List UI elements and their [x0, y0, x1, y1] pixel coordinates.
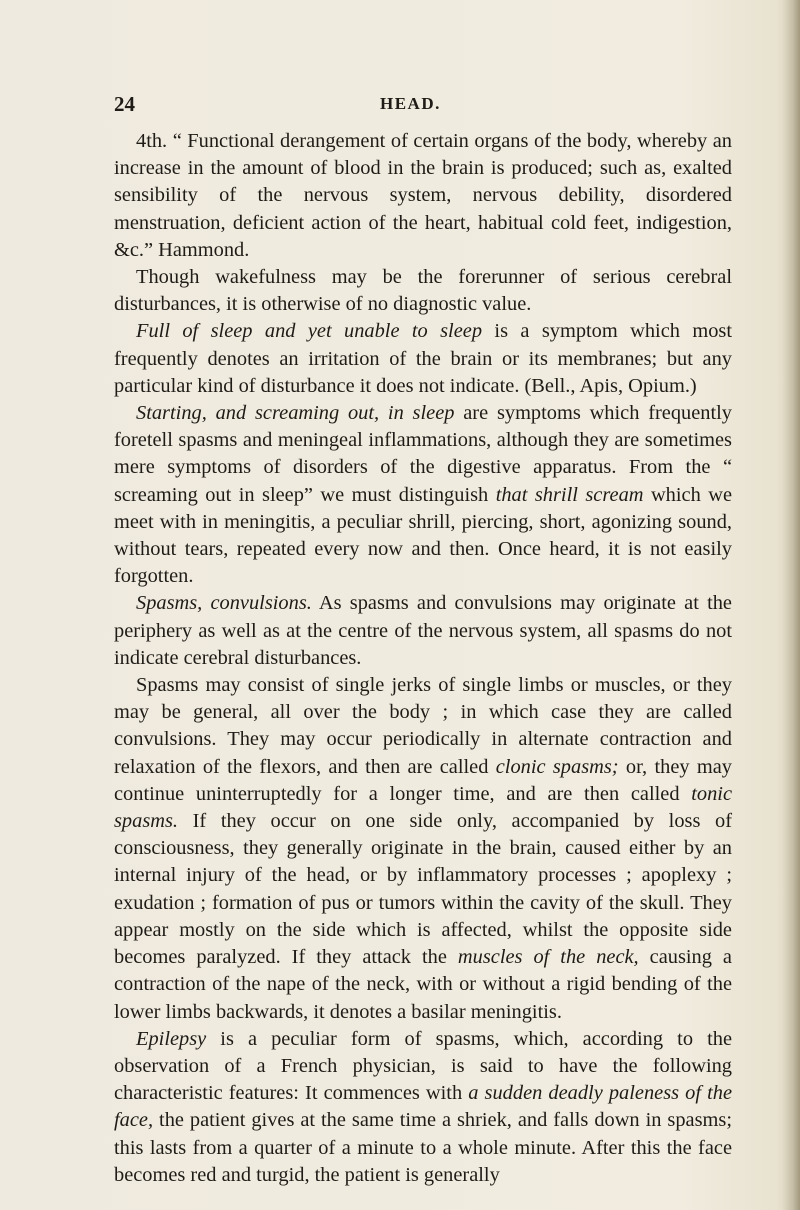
- body-text: [114, 128, 732, 1189]
- paragraph: [114, 672, 732, 1026]
- page-edge-shadow: [782, 0, 800, 1210]
- paragraph: [114, 400, 732, 590]
- italic-phrase: a sudden deadly paleness of the face,: [114, 1082, 733, 1132]
- italic-phrase: muscles of the neck,: [457, 946, 639, 969]
- text-run: Spasms may consist of single jerks of single limbs or muscles, or they may be general, all over the body ; in which case they are called convulsions. They may occur periodically in alternate contraction and relaxation of the flexors, and then are called: [114, 674, 732, 778]
- text-run: causing a contraction of the nape of the neck, with or without a rigid bending of the lower limbs backwards, it denotes a basilar meningitis.: [114, 946, 732, 1023]
- text-run: which we meet with in meningitis, a peculiar shrill, piercing, short, agonizing sound, without tears, repeated every now and then. Once heard, it is not easily forgotten.: [114, 483, 732, 588]
- running-title: HEAD.: [380, 94, 441, 113]
- text-run: are symptoms which frequently foretell spasms and meningeal inflammations, although they are sometimes mere symptoms of disorders of the digestive apparatus. From the “ screaming out in sleep” we must distinguish: [114, 402, 732, 506]
- italic-phrase: Spasms, convulsions.: [136, 592, 312, 615]
- italic-phrase: tonic spasms.: [114, 782, 732, 833]
- italic-phrase: clonic spasms;: [495, 755, 619, 778]
- text-run: 4th. “ Functional derangement of certain organs of the body, whereby an increase in the amount of blood in the brain is produced; such as, exalted sensibility of the nervous system, nervous debility, disordered menstruation, deficient action of the heart, habitual cold feet, indigestion, &c.” Hammond.: [114, 130, 732, 261]
- paragraph: [114, 128, 732, 264]
- paragraph: [114, 318, 732, 400]
- text-run: Though wakefulness may be the forerunner of serious cerebral disturbances, it is otherwise of no diagnostic value.: [114, 266, 732, 316]
- paragraph: [114, 1026, 732, 1189]
- text-run: or, they may continue uninterruptedly for a longer time, and are then called: [114, 755, 732, 805]
- text-run: is a symptom which most frequently denotes an irritation of the brain or its membranes; but any particular kind of disturbance it does not indicate. (Bell., Apis, Opium.): [114, 320, 732, 397]
- italic-phrase: Epilepsy: [136, 1027, 207, 1050]
- text-run: As spasms and convulsions may originate at the periphery as well as at the centre of the nervous system, all spasms do not indicate cerebral disturbances.: [114, 592, 732, 669]
- running-head: [114, 92, 734, 116]
- page-number: 24: [114, 92, 135, 116]
- paragraph: [114, 590, 732, 672]
- italic-phrase: Starting, and screaming out, in sleep: [136, 402, 455, 425]
- text-run: the patient gives at the same time a shriek, and falls down in spasms; this lasts from a quarter of a minute to a whole minute. After this the face becomes red and turgid, the patient is generally: [114, 1109, 732, 1186]
- text-run: If they occur on one side only, accompanied by loss of consciousness, they generally originate in the brain, caused either by an internal injury of the head, or by inflammatory processes ; apoplexy ; exudation ; formation of pus or tumors within the cavity of the skull. They appear mostly on the side which is affected, whilst the opposite side becomes paralyzed. If they attack the: [114, 810, 732, 969]
- paragraph: [114, 264, 732, 318]
- text-run: is a peculiar form of spasms, which, according to the observation of a French physician, is said to have the following characteristic features: It commences with: [114, 1027, 732, 1105]
- italic-phrase: that shrill scream: [495, 483, 644, 506]
- italic-phrase: Full of sleep and yet unable to sleep: [136, 320, 483, 343]
